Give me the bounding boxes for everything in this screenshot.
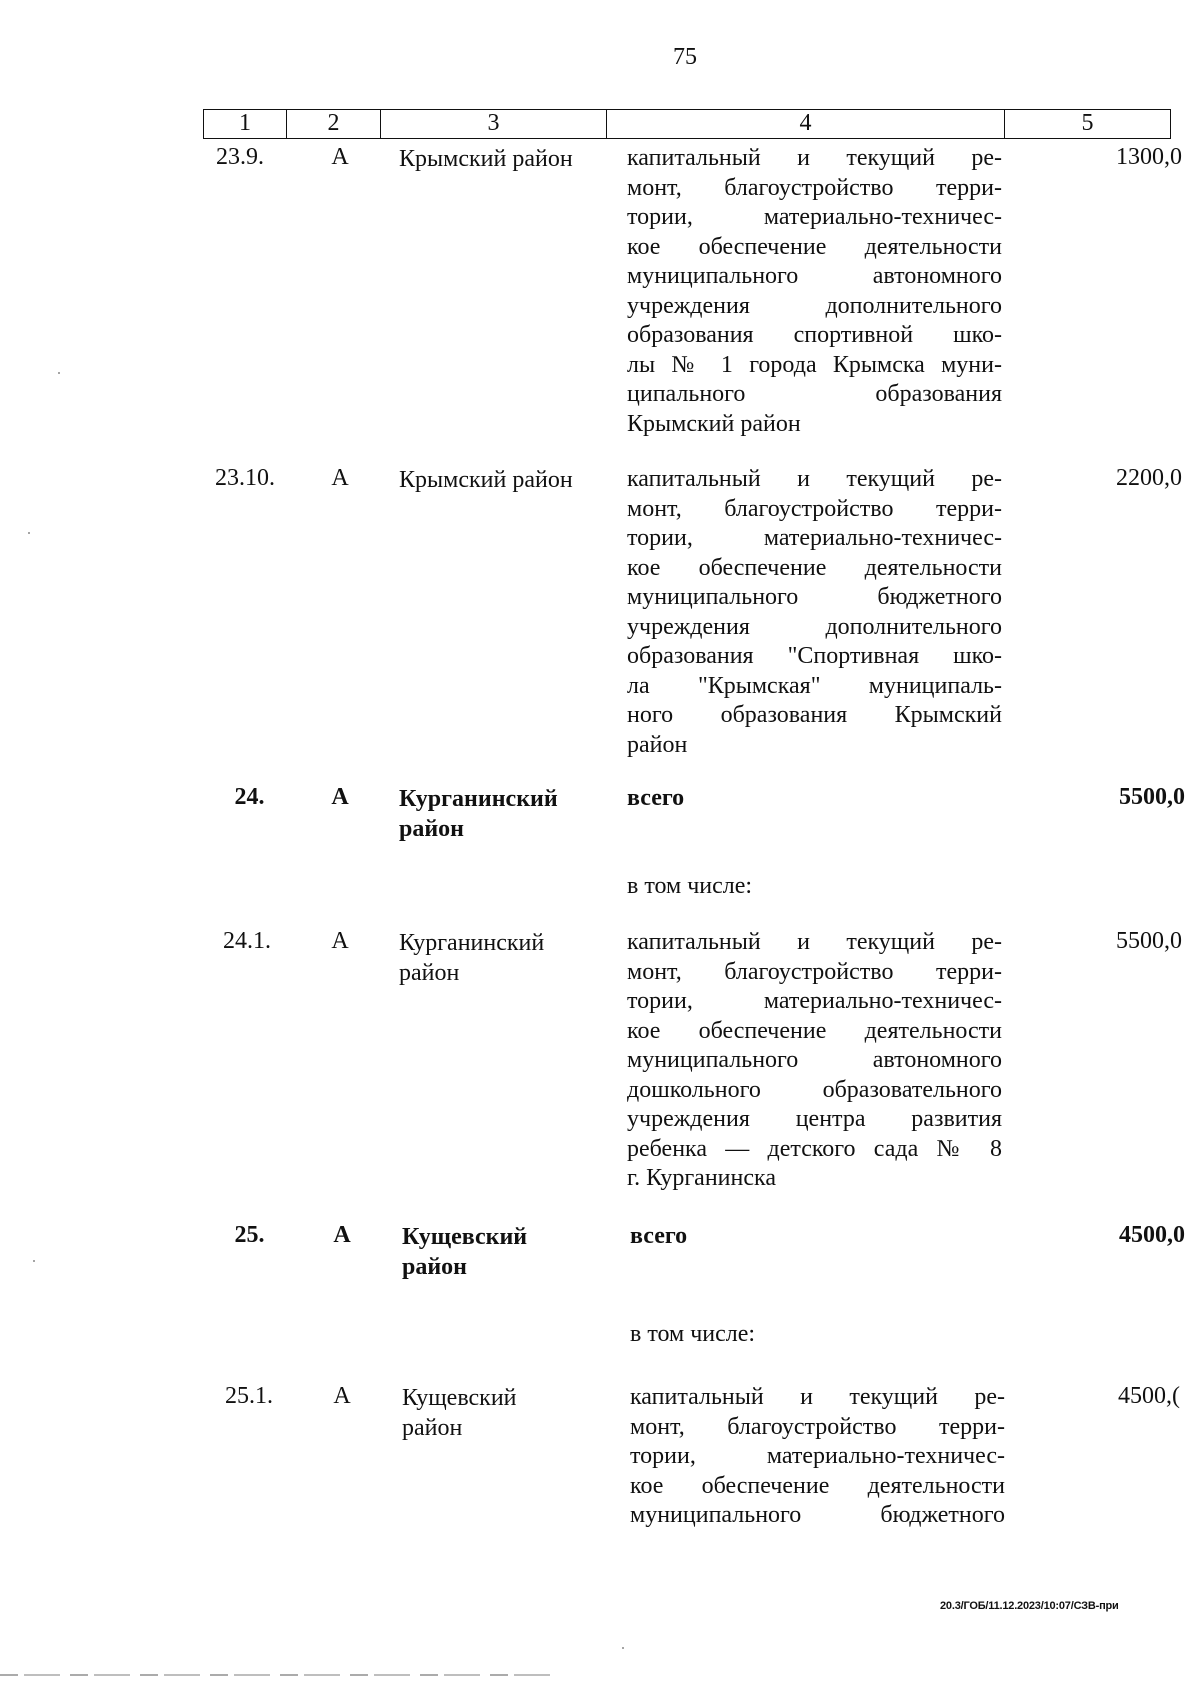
row-category: А — [331, 465, 349, 491]
header-col-4: 4 — [607, 110, 1005, 138]
row-category: А — [333, 1222, 351, 1248]
description-line: кое обеспечение деятельности — [627, 1017, 1002, 1044]
row-description — [627, 928, 1002, 1194]
description-line: капитальный и текущий ре- — [627, 145, 1002, 171]
table-header — [203, 109, 1171, 139]
subtotal-note: в том числе: — [627, 873, 753, 899]
scan-artifact-dot — [58, 372, 60, 374]
description-line: образования спортивной шко- — [627, 322, 1002, 348]
row-number: 24.1. — [223, 928, 271, 954]
description-line: образования "Спортивная шко- — [627, 643, 1002, 669]
row-category: А — [331, 144, 349, 170]
header-col-3: 3 — [381, 110, 607, 138]
description-line: г. Курганинска — [627, 1165, 776, 1191]
description-line: район — [627, 731, 688, 758]
row-category: А — [333, 1383, 351, 1409]
description-line: монт, благоустройство терри- — [627, 495, 1002, 522]
description-line: ципального образования — [627, 381, 1002, 407]
row-number: 25.1. — [225, 1383, 273, 1409]
row-number: 24. — [234, 784, 265, 810]
scan-artifact-dot — [622, 1647, 624, 1649]
description-line: тории, материально-техничес- — [627, 988, 1002, 1014]
description-line: всего — [627, 785, 685, 811]
description-line: учреждения дополнительного — [627, 613, 1002, 640]
row-category: А — [331, 928, 349, 954]
description-line: капитальный и текущий ре- — [630, 1384, 1005, 1410]
description-line: учреждения дополнительного — [627, 292, 1002, 319]
row-description — [630, 1222, 1005, 1252]
row-description — [627, 144, 1002, 439]
description-line: тории, материально-техничес- — [627, 525, 1002, 551]
header-col-5: 5 — [1081, 110, 1094, 136]
scan-artifact-dot — [28, 532, 30, 534]
description-line: монт, благоустройство терри- — [627, 958, 1002, 985]
subtotal-note: в том числе: — [630, 1321, 756, 1347]
row-district: Курганинский район — [399, 786, 558, 842]
row-district: Курганинский район — [399, 930, 545, 986]
description-line: ла "Крымская" муниципаль- — [627, 672, 1002, 699]
row-district: Кущевский район — [402, 1224, 528, 1280]
page-number: 75 — [673, 44, 697, 70]
header-col-2: 2 — [287, 110, 381, 138]
row-number: 23.9. — [216, 144, 264, 170]
header-col-1: 1 — [204, 110, 287, 138]
description-line: тории, материально-техничес- — [630, 1443, 1005, 1469]
description-line: всего — [630, 1223, 688, 1249]
description-line: капитальный и текущий ре- — [627, 466, 1002, 492]
row-amount: 5500,0 — [1119, 784, 1185, 810]
description-line: монт, благоустройство терри- — [627, 174, 1002, 201]
document-footer-code: 20.3/ГОБ/11.12.2023/10:07/СЗВ-при — [940, 1600, 1119, 1612]
row-district: Крымский район — [399, 467, 573, 493]
description-line: лы № 1 города Крымска муни- — [627, 351, 1002, 378]
description-line: дошкольного образовательного — [627, 1076, 1002, 1103]
row-number: 25. — [234, 1222, 265, 1248]
scan-artifact-dot — [33, 1260, 35, 1262]
description-line: кое обеспечение деятельности — [627, 554, 1002, 581]
row-amount: 5500,0 — [1116, 928, 1182, 954]
row-description — [627, 784, 1002, 814]
description-line: муниципального бюджетного — [627, 584, 1002, 610]
row-category: А — [331, 784, 349, 810]
row-description — [627, 465, 1002, 760]
row-description — [630, 1383, 1005, 1531]
description-line: ного образования Крымский — [627, 702, 1002, 728]
row-number: 23.10. — [215, 465, 275, 491]
description-line: кое обеспечение деятельности — [630, 1472, 1005, 1499]
description-line: Крымский район — [627, 410, 801, 437]
row-amount: 4500,( — [1118, 1383, 1180, 1409]
description-line: кое обеспечение деятельности — [627, 233, 1002, 260]
row-amount: 2200,0 — [1116, 465, 1182, 491]
description-line: ребенка — детского сада № 8 — [627, 1135, 1002, 1162]
description-line: капитальный и текущий ре- — [627, 929, 1002, 955]
scan-artifact-line — [0, 1674, 560, 1676]
description-line: тории, материально-техничес- — [627, 204, 1002, 230]
row-amount: 4500,0 — [1119, 1222, 1185, 1248]
description-line: муниципального автономного — [627, 1047, 1002, 1073]
description-line: монт, благоустройство терри- — [630, 1413, 1005, 1440]
row-amount: 1300,0 — [1116, 144, 1182, 170]
description-line: муниципального автономного — [627, 263, 1002, 289]
row-district: Крымский район — [399, 146, 573, 172]
row-district: Кущевский район — [402, 1385, 517, 1441]
description-line: учреждения центра развития — [627, 1106, 1002, 1132]
description-line: муниципального бюджетного — [630, 1502, 1005, 1528]
